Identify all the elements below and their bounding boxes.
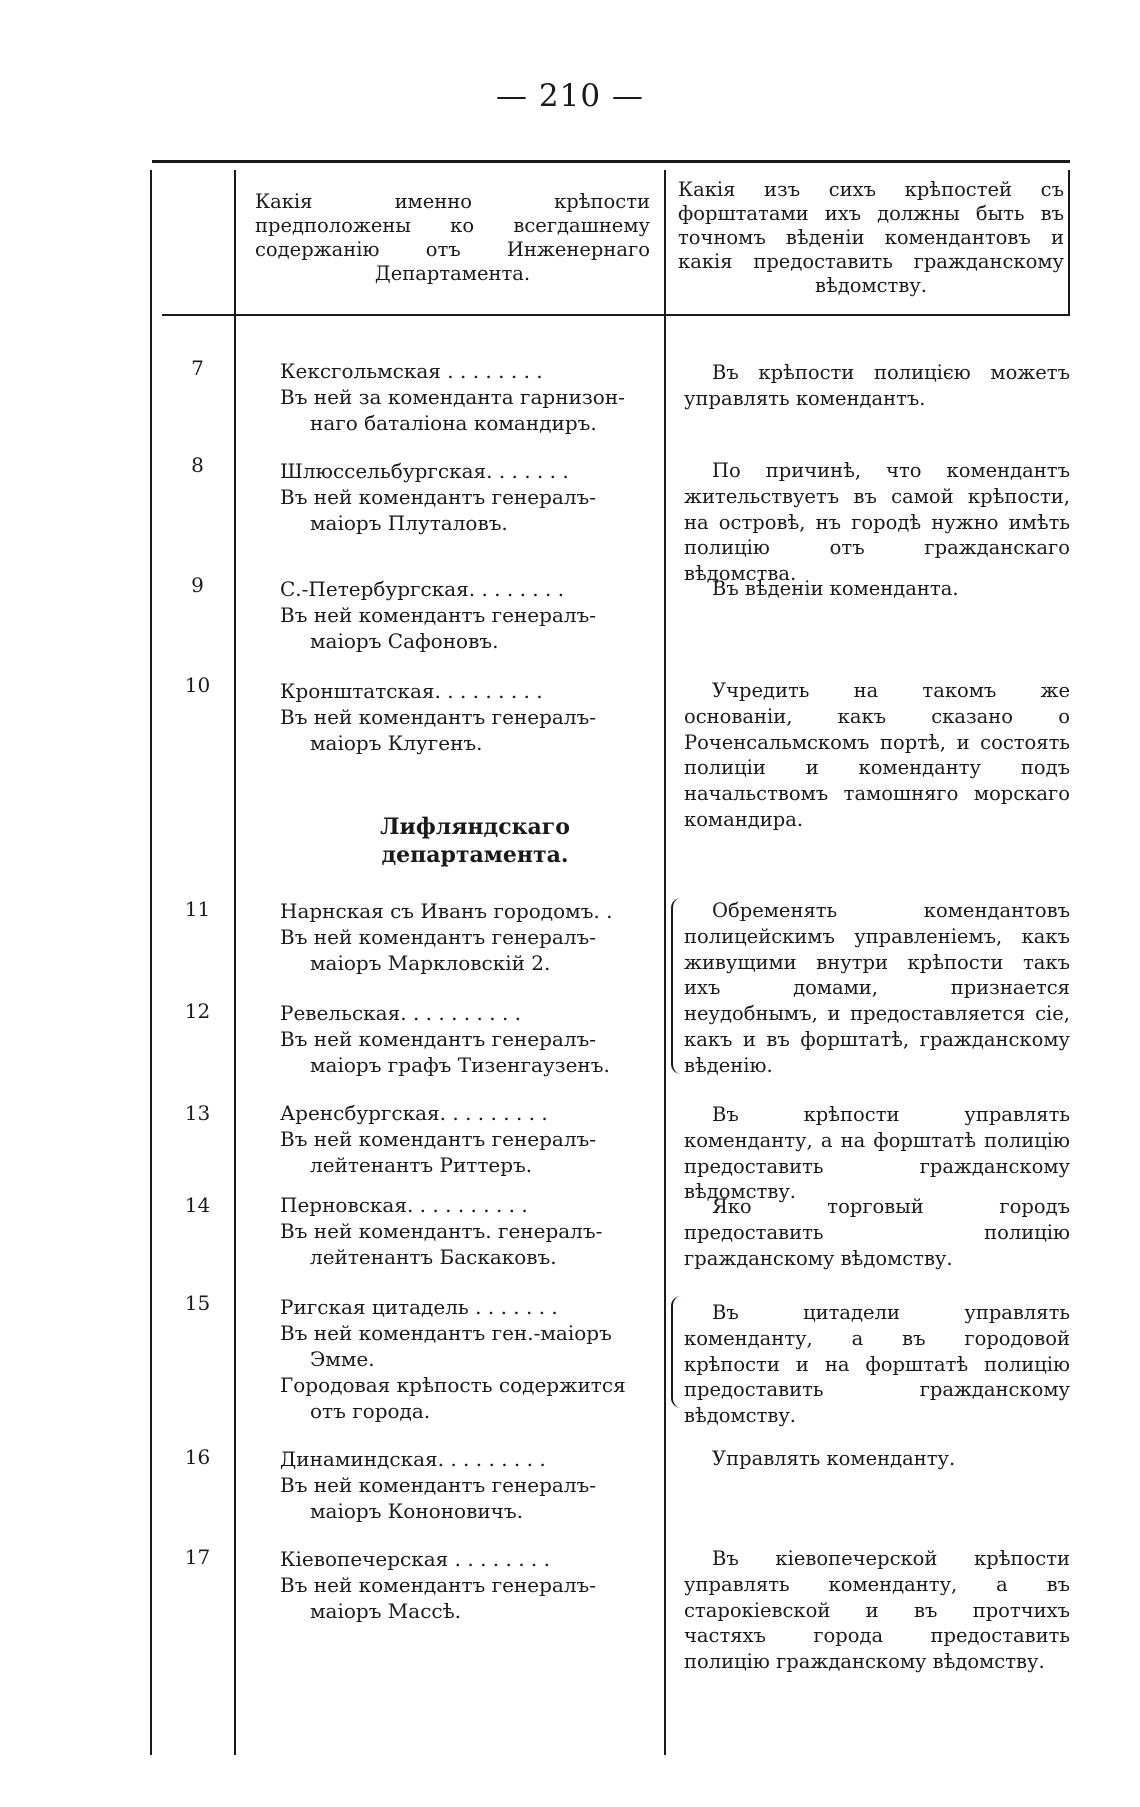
header-bottom-rule bbox=[162, 314, 1070, 316]
column-rule-right bbox=[1068, 170, 1070, 315]
fortress-commandant: Въ ней комендантъ генералъ- маіоръ Клугенъ. bbox=[280, 705, 597, 755]
administration-text: Яко торговый городъ предоставить полицію гражданскому вѣдомству. bbox=[684, 1195, 1070, 1270]
fortress-name: Ригская цитадель . . . . . . . bbox=[280, 1295, 558, 1319]
fortress-name: Перновская. . . . . . . . . . bbox=[280, 1193, 528, 1217]
group-brace bbox=[671, 1296, 683, 1408]
row-number: 17 bbox=[184, 1545, 211, 1569]
group-brace bbox=[671, 898, 683, 1074]
administration-text: Въ крѣпости полицією можетъ управлять комендантъ. bbox=[684, 361, 1070, 410]
fortress-name: Шлюссельбургская. . . . . . . bbox=[280, 459, 569, 483]
fortress-commandant: Въ ней комендантъ генералъ- маіоръ Плуталовъ. bbox=[280, 485, 597, 535]
row-number: 9 bbox=[191, 573, 204, 597]
column-rule-middle bbox=[664, 170, 666, 1755]
row-number: 8 bbox=[191, 453, 204, 477]
administration-text: Учредить на такомъ же основаніи, какъ сказано о Роченсальмскомъ портѣ, и состоять полиціи и коменданту подъ начальствомъ тамошняго морскаго командира. bbox=[684, 679, 1070, 831]
fortress-commandant: Въ ней комендантъ генералъ- маіоръ Кононовичъ. bbox=[280, 1473, 597, 1523]
fortress-name: Аренсбургская. . . . . . . . . bbox=[280, 1101, 548, 1125]
fortress-commandant: Въ ней комендантъ генералъ- маіоръ Массѣ. bbox=[280, 1573, 597, 1623]
row-number: 11 bbox=[184, 897, 211, 921]
row-number: 14 bbox=[184, 1193, 211, 1217]
fortress-commandant: Въ ней за коменданта гарнизон- наго баталіона командиръ. bbox=[280, 385, 625, 435]
header-fortresses: Какія именно крѣпости предположены ко всегдашнему содержанію отъ Инженернаго Департамента. bbox=[255, 190, 650, 285]
administration-text: Управлять коменданту. bbox=[712, 1447, 956, 1470]
row-number: 13 bbox=[184, 1101, 211, 1125]
fortress-name: Кіевопечерская . . . . . . . . bbox=[280, 1547, 550, 1571]
row-number: 12 bbox=[184, 999, 211, 1023]
fortress-commandant: Въ ней комендантъ. генералъ- лейтенантъ Баскаковъ. bbox=[280, 1219, 603, 1269]
administration-text: Въ крѣпости управлять коменданту, а на форштатѣ полицію предоставить гражданскому вѣдомству. bbox=[684, 1103, 1070, 1204]
administration-text: Въ цитадели управлять коменданту, а въ городовой крѣпости и на форштатѣ полицію предоставить гражданскому вѣдомству. bbox=[684, 1301, 1070, 1428]
section-heading: Лифляндскаго департамента. bbox=[380, 814, 570, 868]
fortress-commandant: Въ ней комендантъ генералъ- маіоръ графъ Тизенгаузенъ. bbox=[280, 1027, 610, 1077]
administration-text-shared: Обременять комендантовъ полицейскимъ управленіемъ, какъ живущими внутри крѣпости такъ ихъ домами, признается неудобнымъ, и предоставляется сіе, какъ и въ форштатѣ, гражданскому вѣденію. bbox=[684, 899, 1070, 1077]
row-number: 10 bbox=[184, 673, 211, 697]
fortress-commandant: Въ ней комендантъ генералъ- маіоръ Сафоновъ. bbox=[280, 603, 597, 653]
fortress-commandant: Въ ней комендантъ ген.-маіоръ Эмме. bbox=[280, 1321, 612, 1371]
fortress-name: Ревельская. . . . . . . . . . bbox=[280, 1001, 522, 1025]
row-number: 16 bbox=[184, 1445, 211, 1469]
row-number: 15 bbox=[184, 1291, 211, 1315]
fortress-note: Городовая крѣпость содержится отъ города. bbox=[280, 1373, 626, 1423]
administration-text: Въ вѣденіи коменданта. bbox=[712, 577, 959, 600]
fortress-name: Нарнская съ Иванъ городомъ. . bbox=[280, 899, 613, 923]
administration-text: Въ кіевопечерской крѣпости управлять коменданту, а въ старокіевской и въ протчихъ частяхъ города предоставить полицію гражданскому вѣдомству. bbox=[684, 1547, 1070, 1674]
fortress-name: Кексгольмская . . . . . . . . bbox=[280, 359, 543, 383]
fortress-commandant: Въ ней комендантъ генералъ- лейтенантъ Риттеръ. bbox=[280, 1127, 597, 1177]
column-rule-left bbox=[150, 170, 152, 1755]
header-administration: Какія изъ сихъ крѣпостей съ форштатами ихъ должны быть въ точномъ вѣденіи комендантовъ и какія предоставить гражданскому вѣдомству. bbox=[678, 178, 1064, 297]
page-number: — 210 — bbox=[496, 78, 644, 114]
row-number: 7 bbox=[191, 356, 204, 380]
column-rule-number bbox=[234, 170, 236, 1755]
fortress-commandant: Въ ней комендантъ генералъ- маіоръ Маркловскій 2. bbox=[280, 925, 597, 975]
fortress-name: Кронштатская. . . . . . . . . bbox=[280, 679, 543, 703]
table-top-rule bbox=[152, 160, 1070, 163]
administration-text: По причинѣ, что комендантъ жительствуетъ въ самой крѣпости, на островѣ, нъ городѣ нужно имѣть полицію отъ гражданскаго вѣдомства. bbox=[684, 459, 1070, 586]
fortress-name: Динаминдская. . . . . . . . . bbox=[280, 1447, 546, 1471]
fortress-name: С.-Петербургская. . . . . . . . bbox=[280, 577, 565, 601]
